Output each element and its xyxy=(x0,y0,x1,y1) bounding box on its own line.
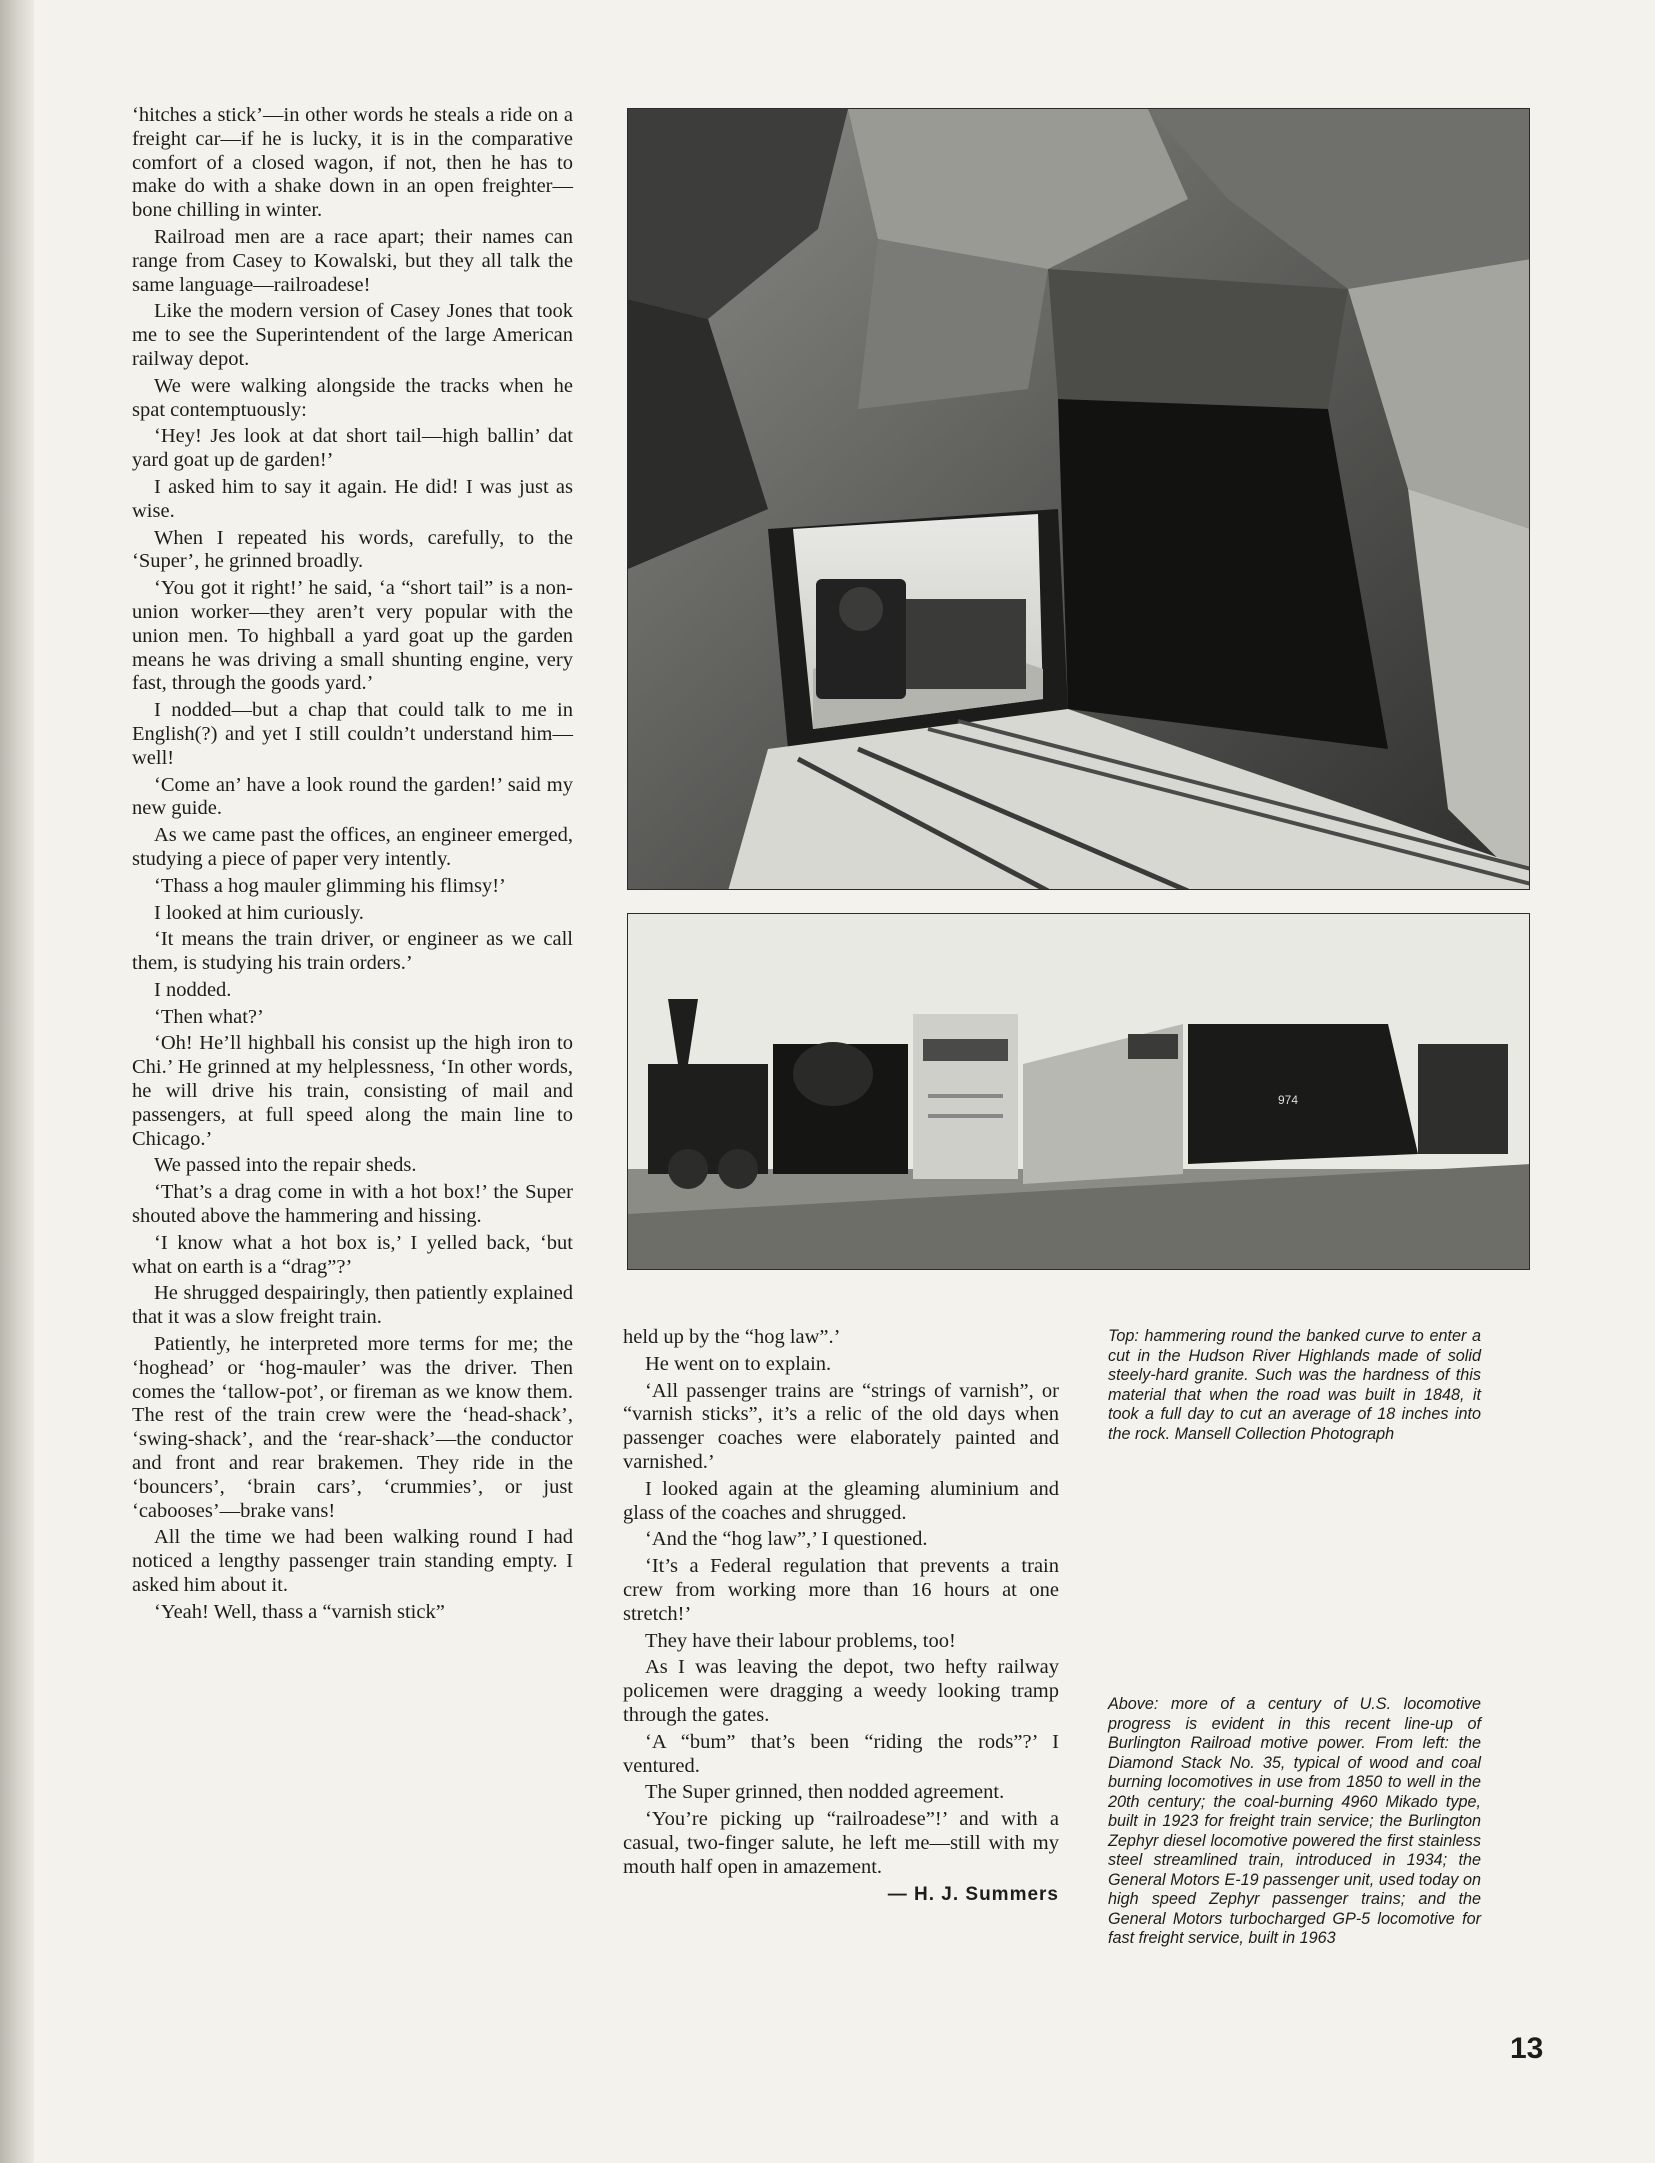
photo-locomotive-lineup xyxy=(627,913,1530,1270)
article-column-left xyxy=(132,104,573,1628)
paragraph: ‘hitches a stick’—in other words he steals a ride on a freight car—if he is lucky, it is in the comparative comfort of a closed wagon, if not, then he has to make do with a shake down in an open freighter—bone chilling in winter. xyxy=(132,104,573,222)
locomotive-number-label: 974 xyxy=(1278,1093,1299,1107)
caption-top-photo: Top: hammering round the banked curve to enter a cut in the Hudson River Highlands made of solid steely-hard granite. Such was the hardness of this material that when the road was built in 1848, it took a full day to cut an average of 18 inches into the rock. Mansell Collection Photograph xyxy=(1108,1327,1481,1443)
paragraph: ‘Come an’ have a look round the garden!’ said my new guide. xyxy=(132,773,573,820)
paragraph: We passed into the repair sheds. xyxy=(154,1154,417,1177)
paragraph: He shrugged despairingly, then patiently explained that it was a slow freight train. xyxy=(132,1282,573,1329)
page-number: 13 xyxy=(1510,2032,1544,2065)
paragraph: ‘All passenger trains are “strings of varnish”, or “varnish sticks”, it’s a relic of the old days when passenger coaches were elaborately painted and varnished.’ xyxy=(623,1379,1059,1473)
paragraph: We were walking alongside the tracks when he spat contemptuously: xyxy=(132,374,573,421)
paragraph: ‘Oh! He’ll highball his consist up the high iron to Chi.’ He grinned at my helplessness, ‘In other words, he will drive his train, consisting of mail and passengers, at full speed along the main line to Chicago.’ xyxy=(132,1032,573,1150)
paragraph: ‘It means the train driver, or engineer as we call them, is studying his train orders.’ xyxy=(132,928,573,975)
caption-bottom-photo: Above: more of a century of U.S. locomotive progress is evident in this recent line-up of Burlington Railroad motive power. From left: the Diamond Stack No. 35, typical of wood and coal burning locomotives in use from 1850 to well in the 20th century; the coal-burning 4960 Mikado type, built in 1923 for freight train service; the Burlington Zephyr diesel locomotive powered the first stainless steel streamlined train, introduced in 1934; the General Motors E-19 passenger unit, used today on high speed Zephyr passenger trains; and the General Motors turbocharged GP-5 locomotive for fast freight service, built in 1963 xyxy=(1108,1695,1481,1947)
photo-train-rock-tunnel xyxy=(627,108,1530,890)
gp5-locomotive xyxy=(1188,1024,1418,1164)
paragraph: All the time we had been walking round I had noticed a lengthy passenger train standing empty. I asked him about it. xyxy=(132,1526,573,1597)
paragraph: He went on to explain. xyxy=(645,1352,832,1375)
paragraph: ‘You got it right!’ he said, ‘a “short tail” is a non-union worker—they aren’t very popular with the union men. To highball a yard goat up the garden means he was driving a small shunting engine, very fast, through the goods yard.’ xyxy=(132,577,573,695)
paragraph: ‘You’re picking up “railroadese”!’ and with a casual, two-finger salute, he left me—still with my mouth half open in amazement. xyxy=(623,1808,1059,1878)
paragraph: They have their labour problems, too! xyxy=(645,1629,956,1652)
paragraph: I looked again at the gleaming aluminium and glass of the coaches and shrugged. xyxy=(623,1477,1059,1524)
paragraph: Railroad men are a race apart; their names can range from Casey to Kowalski, but they all talk the same language—railroadese! xyxy=(132,225,573,296)
paragraph: ‘And the “hog law”,’ I questioned. xyxy=(645,1528,928,1551)
article-column-middle xyxy=(623,1326,1059,1906)
paragraph: ‘That’s a drag come in with a hot box!’ the Super shouted above the hammering and hissing. xyxy=(132,1181,573,1228)
paragraph: ‘Thass a hog mauler glimming his flimsy!’ xyxy=(154,874,506,897)
paragraph: I asked him to say it again. He did! I was just as wise. xyxy=(132,475,573,522)
paragraph: ‘A “bum” that’s been “riding the rods”?’ I ventured. xyxy=(623,1730,1059,1777)
tunnel-photo-illustration xyxy=(628,109,1530,890)
locomotive-lineup-illustration xyxy=(628,914,1530,1270)
paragraph: I nodded. xyxy=(154,978,232,1001)
page-binding-edge xyxy=(0,0,34,2163)
paragraph: As I was leaving the depot, two hefty railway policemen were dragging a weedy looking tramp through the gates. xyxy=(623,1656,1059,1726)
paragraph: I nodded—but a chap that could talk to me in English(?) and yet I still couldn’t understand him—well! xyxy=(132,699,573,769)
paragraph: The Super grinned, then nodded agreement. xyxy=(645,1781,1005,1804)
paragraph: ‘I know what a hot box is,’ I yelled back, ‘but what on earth is a “drag”?’ xyxy=(132,1231,573,1278)
paragraph: Like the modern version of Casey Jones that took me to see the Superintendent of the large American railway depot. xyxy=(132,300,573,370)
paragraph: ‘Hey! Jes look at dat short tail—high ballin’ dat yard goat up de garden!’ xyxy=(132,425,573,472)
paragraph: ‘It’s a Federal regulation that prevents a train crew from working more than 16 hours at one stretch!’ xyxy=(623,1555,1059,1625)
author-signature: — H. J. Summers xyxy=(887,1883,1059,1905)
paragraph: When I repeated his words, carefully, to the ‘Super’, he grinned broadly. xyxy=(132,526,573,573)
paragraph: I looked at him curiously. xyxy=(154,901,364,924)
paragraph: ‘Yeah! Well, thass a “varnish stick” xyxy=(154,1600,445,1623)
paragraph: Patiently, he interpreted more terms for me; the ‘hoghead’ or ‘hog-mauler’ was the driver. Then comes the ‘tallow-pot’, or fireman as we know them. The rest of the train crew were the ‘head-shack’, ‘swing-shack’, and the ‘rear-shack’—the conductor and front and rear brakemen. They ride in the ‘bouncers’, ‘brain cars’, ‘crummies’, or just ‘cabooses’—brake vans! xyxy=(132,1333,573,1522)
paragraph: ‘Then what?’ xyxy=(154,1005,264,1028)
paragraph: held up by the “hog law”.’ xyxy=(623,1326,841,1348)
paragraph: As we came past the offices, an engineer emerged, studying a piece of paper very intently. xyxy=(132,824,573,870)
